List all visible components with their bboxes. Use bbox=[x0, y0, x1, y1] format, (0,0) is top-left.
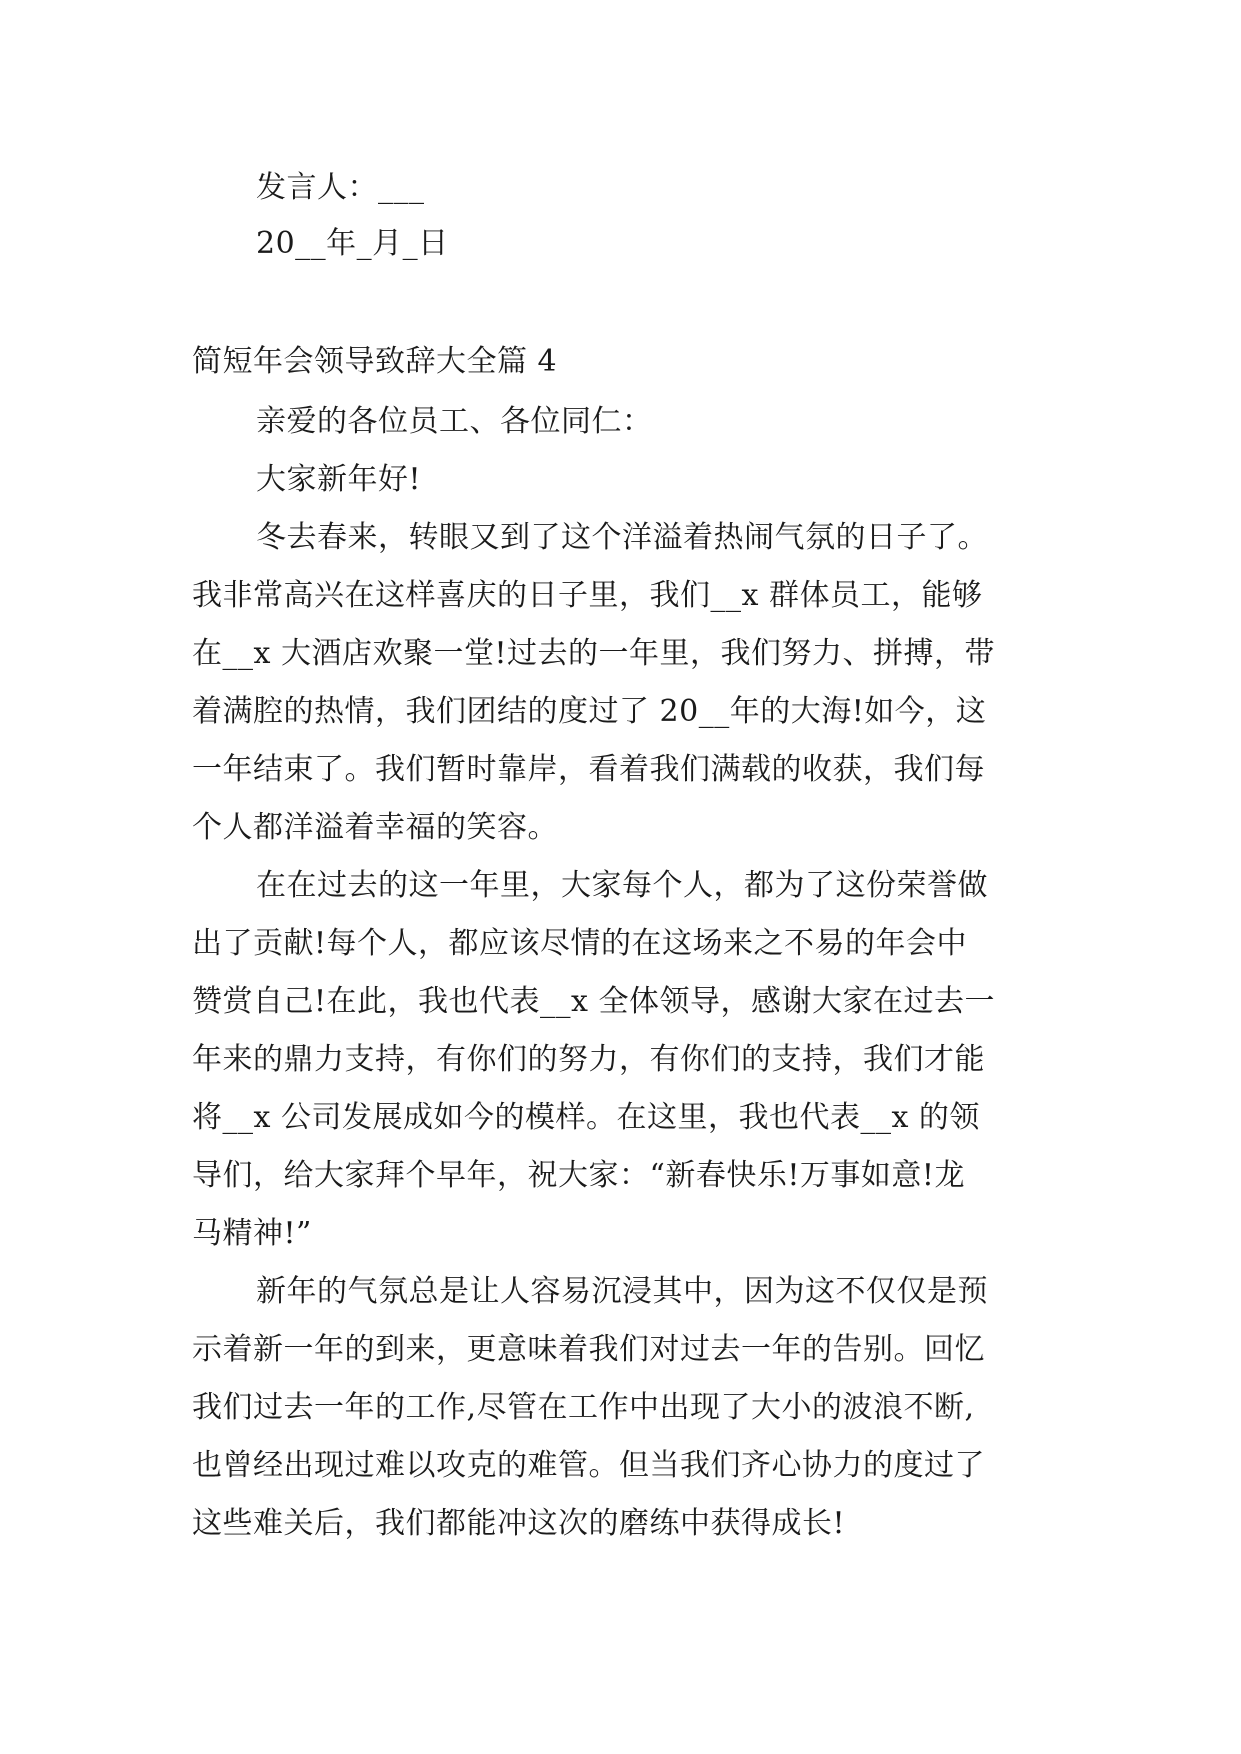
speaker-line: 发言人：___ bbox=[256, 170, 425, 205]
paragraph1-line: 着满腔的热情，我们团结的度过了 20__年的大海!如今，这 bbox=[192, 694, 987, 729]
greeting: 大家新年好! bbox=[256, 462, 422, 497]
section-title: 简短年会领导致辞大全篇 4 bbox=[192, 344, 558, 379]
salutation: 亲爱的各位员工、各位同仁： bbox=[256, 404, 653, 439]
paragraph3-line: 示着新一年的到来，更意味着我们对过去一年的告别。回忆 bbox=[192, 1332, 985, 1367]
paragraph1-line: 冬去春来，转眼又到了这个洋溢着热闹气氛的日子了。 bbox=[256, 520, 988, 555]
paragraph3-line: 这些难关后，我们都能冲这次的磨练中获得成长! bbox=[192, 1506, 846, 1541]
paragraph2-line: 导们，给大家拜个早年，祝大家：“新春快乐!万事如意!龙 bbox=[192, 1158, 965, 1193]
paragraph3-line: 我们过去一年的工作,尽管在工作中出现了大小的波浪不断, bbox=[192, 1390, 975, 1425]
paragraph2-line: 出了贡献!每个人，都应该尽情的在这场来之不易的年会中 bbox=[192, 926, 968, 961]
paragraph2-line: 将__x 公司发展成如今的模样。在这里，我也代表__x 的领 bbox=[192, 1100, 980, 1135]
paragraph1-line: 个人都洋溢着幸福的笑容。 bbox=[192, 810, 558, 845]
paragraph2-line: 在在过去的这一年里，大家每个人，都为了这份荣誉做 bbox=[256, 868, 988, 903]
paragraph2-line: 赞赏自己!在此，我也代表__x 全体领导，感谢大家在过去一 bbox=[192, 984, 996, 1019]
paragraph1-line: 一年结束了。我们暂时靠岸，看着我们满载的收获，我们每 bbox=[192, 752, 985, 787]
date-line: 20__年_月_日 bbox=[256, 226, 449, 261]
paragraph2-line: 马精神!” bbox=[192, 1216, 312, 1251]
paragraph1-line: 我非常高兴在这样喜庆的日子里，我们__x 群体员工，能够 bbox=[192, 578, 983, 613]
paragraph3-line: 也曾经出现过难以攻克的难管。但当我们齐心协力的度过了 bbox=[192, 1448, 985, 1483]
paragraph2-line: 年来的鼎力支持，有你们的努力，有你们的支持，我们才能 bbox=[192, 1042, 985, 1077]
paragraph3-line: 新年的气氛总是让人容易沉浸其中，因为这不仅仅是预 bbox=[256, 1274, 988, 1309]
paragraph1-line: 在__x 大酒店欢聚一堂!过去的一年里，我们努力、拼搏，带 bbox=[192, 636, 996, 671]
